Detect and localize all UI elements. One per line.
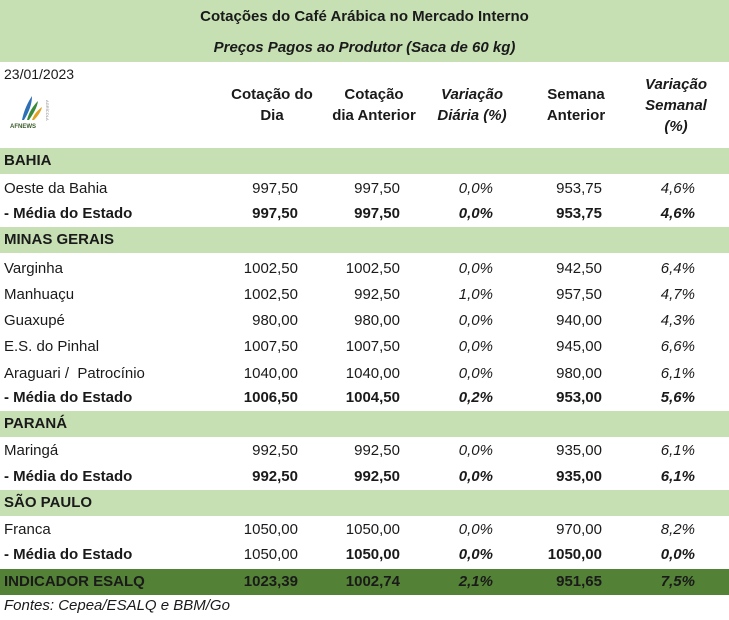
variacao-semanal: 7,5% <box>660 573 695 590</box>
semana-anterior: 953,00 <box>556 389 602 406</box>
logo-text: AFNEWS <box>10 124 36 130</box>
variacao-semanal: 8,2% <box>660 521 695 538</box>
semana-anterior: 953,75 <box>556 205 602 222</box>
header-line: dia Anterior <box>332 107 416 124</box>
variacao-diaria: 0,0% <box>458 468 493 485</box>
variacao-diaria: 0,0% <box>458 205 493 222</box>
header-line: Semana <box>547 86 605 103</box>
table-row <box>0 438 729 464</box>
header-line: Cotação <box>344 86 404 103</box>
table-row <box>0 517 729 543</box>
cotacao-dia: 992,50 <box>252 468 298 485</box>
table-row-media <box>0 385 729 411</box>
media-label: - Média do Estado <box>4 389 133 406</box>
header-line: Variação <box>441 86 503 103</box>
variacao-semanal: 4,3% <box>660 312 695 329</box>
table-row <box>0 361 729 387</box>
cotacao-dia: 1050,00 <box>243 546 298 563</box>
cotacao-anterior: 992,50 <box>354 286 400 303</box>
cotacao-dia: 997,50 <box>252 205 298 222</box>
section-row-sao-paulo <box>0 490 729 516</box>
indicador-esalq-row <box>0 569 729 595</box>
semana-anterior: 951,65 <box>556 573 602 590</box>
table-row <box>0 334 729 360</box>
table-row-media <box>0 542 729 568</box>
header-variacao-diaria <box>422 84 522 126</box>
section-label: PARANÁ <box>4 415 68 432</box>
cotacao-anterior: 1040,00 <box>345 365 400 382</box>
semana-anterior: 942,50 <box>556 260 602 277</box>
variacao-diaria: 2,1% <box>458 573 493 590</box>
cotacao-dia: 980,00 <box>252 312 298 329</box>
cotacao-dia: 1040,00 <box>243 365 298 382</box>
cotacao-dia: 1023,39 <box>243 573 298 590</box>
semana-anterior: 953,75 <box>556 180 602 197</box>
variacao-diaria: 0,0% <box>458 365 493 382</box>
section-label: SÃO PAULO <box>4 494 93 511</box>
header-line: Semanal <box>645 97 707 114</box>
cotacao-anterior: 1050,00 <box>345 546 400 563</box>
table-subtitle: Preços Pagos ao Produtor (Saca de 60 kg) <box>0 34 729 62</box>
media-label: - Média do Estado <box>4 468 133 485</box>
header-line: Anterior <box>546 107 606 124</box>
region-name: Araguari / Patrocínio <box>4 365 145 382</box>
variacao-diaria: 0,0% <box>458 338 493 355</box>
header-line: Diária (%) <box>437 107 507 124</box>
header-line: Dia <box>260 107 284 124</box>
section-row-bahia <box>0 148 729 174</box>
date-label: 23/01/2023 <box>4 66 75 82</box>
semana-anterior: 957,50 <box>556 286 602 303</box>
section-label: BAHIA <box>4 152 52 169</box>
cotacao-dia: 1050,00 <box>243 521 298 538</box>
table-row-media <box>0 201 729 227</box>
variacao-diaria: 0,0% <box>458 442 493 459</box>
region-name: Manhuaçu <box>4 286 75 303</box>
variacao-semanal: 6,6% <box>660 338 695 355</box>
media-label: - Média do Estado <box>4 546 133 563</box>
variacao-diaria: 0,0% <box>458 546 493 563</box>
cotacao-anterior: 997,50 <box>354 205 400 222</box>
variacao-semanal: 6,1% <box>660 365 695 382</box>
cotacao-anterior: 1004,50 <box>345 389 400 406</box>
cotacao-anterior: 1002,74 <box>345 573 400 590</box>
semana-anterior: 1050,00 <box>547 546 602 563</box>
semana-anterior: 935,00 <box>556 468 602 485</box>
header-line: Cotação do <box>231 86 313 103</box>
cotacao-dia: 1002,50 <box>243 260 298 277</box>
section-row-parana <box>0 411 729 437</box>
table-row <box>0 308 729 334</box>
svg-text:AGRÍCOLA: AGRÍCOLA <box>45 100 50 121</box>
variacao-diaria: 0,0% <box>458 521 493 538</box>
cotacao-dia: 992,50 <box>252 442 298 459</box>
region-name: Maringá <box>4 442 59 459</box>
cotacao-dia: 997,50 <box>252 180 298 197</box>
semana-anterior: 970,00 <box>556 521 602 538</box>
table-title: Cotações do Café Arábica no Mercado Interno <box>0 0 729 34</box>
cotacao-anterior: 1050,00 <box>345 521 400 538</box>
region-name: Oeste da Bahia <box>4 180 108 197</box>
semana-anterior: 980,00 <box>556 365 602 382</box>
table-row <box>0 256 729 282</box>
table-row <box>0 176 729 202</box>
semana-anterior: 935,00 <box>556 442 602 459</box>
semana-anterior: 940,00 <box>556 312 602 329</box>
variacao-semanal: 4,6% <box>660 205 695 222</box>
variacao-semanal: 6,4% <box>660 260 695 277</box>
variacao-semanal: 4,7% <box>660 286 695 303</box>
cotacao-anterior: 992,50 <box>354 468 400 485</box>
header-cotacao-anterior <box>322 84 426 126</box>
indicador-label: INDICADOR ESALQ <box>4 573 145 590</box>
section-label: MINAS GERAIS <box>4 231 115 248</box>
header-line: (%) <box>664 118 688 135</box>
semana-anterior: 945,00 <box>556 338 602 355</box>
region-name: Varginha <box>4 260 63 277</box>
variacao-semanal: 6,1% <box>660 468 695 485</box>
region-name: E.S. do Pinhal <box>4 338 100 355</box>
variacao-diaria: 0,2% <box>458 389 493 406</box>
variacao-diaria: 1,0% <box>458 286 493 303</box>
sources-footnote: Fontes: Cepea/ESALQ e BBM/Go <box>4 597 230 614</box>
variacao-semanal: 6,1% <box>660 442 695 459</box>
cotacao-anterior: 980,00 <box>354 312 400 329</box>
cotacao-dia: 1006,50 <box>243 389 298 406</box>
cotacao-anterior: 992,50 <box>354 442 400 459</box>
header-line: Variação <box>645 76 707 93</box>
table-row-media <box>0 464 729 490</box>
variacao-semanal: 4,6% <box>660 180 695 197</box>
cotacao-anterior: 1007,50 <box>345 338 400 355</box>
region-name: Franca <box>4 521 51 538</box>
variacao-diaria: 0,0% <box>458 312 493 329</box>
cotacao-anterior: 997,50 <box>354 180 400 197</box>
cotacao-dia: 1002,50 <box>243 286 298 303</box>
media-label: - Média do Estado <box>4 205 133 222</box>
variacao-diaria: 0,0% <box>458 260 493 277</box>
section-row-minas <box>0 227 729 253</box>
header-semana-anterior <box>526 84 626 126</box>
header-cotacao-dia <box>222 84 322 126</box>
cotacao-anterior: 1002,50 <box>345 260 400 277</box>
header-variacao-semanal <box>626 74 726 137</box>
region-name: Guaxupé <box>4 312 65 329</box>
cotacao-dia: 1007,50 <box>243 338 298 355</box>
variacao-diaria: 0,0% <box>458 180 493 197</box>
table-row <box>0 282 729 308</box>
variacao-semanal: 5,6% <box>660 389 695 406</box>
variacao-semanal: 0,0% <box>660 546 695 563</box>
